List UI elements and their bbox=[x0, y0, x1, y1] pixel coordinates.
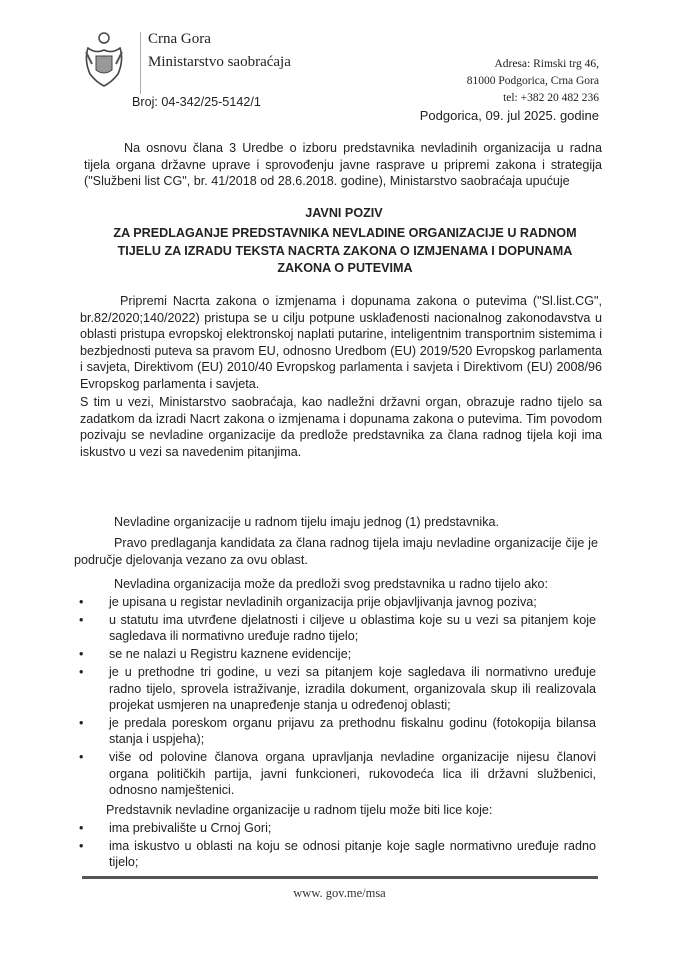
address-line-2: 81000 Podgorica, Crna Gora bbox=[466, 75, 599, 87]
coat-of-arms-logo bbox=[82, 30, 126, 88]
list-item: • je upisana u registar nevladinih organizacija prije objavljivanja javnog poziva; bbox=[76, 594, 596, 610]
phone: tel: +382 20 482 236 bbox=[503, 92, 599, 104]
list-item: • se ne nalazi u Registru kaznene evidencije; bbox=[76, 646, 596, 662]
body-paragraph: Nevladine organizacije u radnom tijelu imaju jednog (1) predstavnika. bbox=[114, 515, 500, 529]
list-item: • je predala poreskom organu prijavu za prethodnu fiskalnu godinu (fotokopija bilansa stanja i uspjeha); bbox=[76, 715, 596, 748]
list-item: • je u prethodne tri godine, u vezi sa pitanjem koje sagledava ili normativno uređuje radno tijelo, sprovela istraživanje, izradila dokument, organizovala skup ili realizovala projekat usmjeren na unapređenje stanja u određenoj oblasti; bbox=[76, 664, 596, 713]
body-paragraph: Pripremi Nacrta zakona o izmjenama i dopunama zakona o putevima ("Sl.list.CG", br.82/2020;140/2022) pristupa se u cilju potpune usklađenosti nacionalnog zakonodavstva u oblasti pristupa evropskoj elektronskoj naplati putarine, inteligentnim transportnim sistemima i bezbjednosti puteva sa pravom EU, odnosno Uredbom (EU) 2019/520 Evropskog parlamenta i savjeta, Direktivom (EU) 2010/40 Evropskog parlamenta i savjeta i Direktivom (EU) 2008/96 Evropskog parlamenta i savjeta. bbox=[80, 294, 602, 391]
body-paragraph: S tim u vezi, Ministarstvo saobraćaja, kao nadležni državni organ, obrazuje radno tijelo sa zadatkom da izradi Nacrt zakona o izmjenama i dopunama zakona o putevima. Tim povodom pozivaju se nevladine organizacije da predlože predstavnika za člana radnog tijela koji ima iskustvo u vezi sa navedenim pitanjima. bbox=[80, 395, 602, 459]
body-paragraph: Pravo predlaganja kandidata za člana radnog tijela imaju nevladine organizacije čije je područje djelovanja vezano za ovu oblast. bbox=[74, 536, 598, 567]
list-item: • ima iskustvo u oblasti na koju se odnosi pitanje koje sagle normativno uređuje radno tijelo; bbox=[76, 838, 596, 871]
place-date: Podgorica, 09. jul 2025. godine bbox=[419, 108, 599, 123]
intro-paragraph: Na osnovu člana 3 Uredbe o izboru predstavnika nevladinih organizacija u radna tijela organa državne uprave i sprovođenju javne rasprave u pripremi zakona i strategija ("Službeni list CG", br. 41/2018 od 28.6.2018. godine), Ministarstvo saobraćaja upućuje bbox=[84, 141, 602, 189]
ministry-name: Ministarstvo saobraćaja bbox=[148, 54, 291, 70]
ngo-conditions-list bbox=[76, 594, 596, 800]
header-divider bbox=[140, 32, 141, 94]
document-title: JAVNI POZIV bbox=[305, 206, 383, 220]
list-item: • više od polovine članova organa upravljanja nevladine organizacije nijesu članovi organa političkih partija, javni funkcioneri, rukovodeća lica ili državni službenici, odnosno namještenici. bbox=[76, 749, 596, 798]
body-paragraph: Nevladina organizacija može da predloži svog predstavnika u radno tijelo ako: bbox=[114, 577, 549, 591]
list-item: • u statutu ima utvrđene djelatnosti i ciljeve u oblastima koje su u vezi sa pitanjem koje sagledava ili normativno uređuje radno tijelo; bbox=[76, 612, 596, 645]
footer-website[interactable]: www. gov.me/msa bbox=[293, 886, 386, 900]
document-subtitle: ZA PREDLAGANJE PREDSTAVNIKA NEVLADINE ORGANIZACIJE U RADNOM TIJELU ZA IZRADU TEKSTA NACRTA ZAKONA O IZMJENAMA I DOPUNAMA ZAKONA O PUTEVIMA bbox=[113, 226, 577, 275]
country-name: Crna Gora bbox=[148, 31, 211, 47]
footer-divider bbox=[82, 876, 598, 879]
reference-number: Broj: 04-342/25-5142/1 bbox=[132, 95, 261, 109]
list-item: • ima prebivalište u Crnoj Gori; bbox=[76, 820, 596, 836]
representative-intro: Predstavnik nevladine organizacije u radnom tijelu može biti lice koje: bbox=[106, 803, 493, 817]
representative-conditions-list bbox=[76, 820, 596, 872]
address-line-1: Adresa: Rimski trg 46, bbox=[494, 58, 599, 70]
